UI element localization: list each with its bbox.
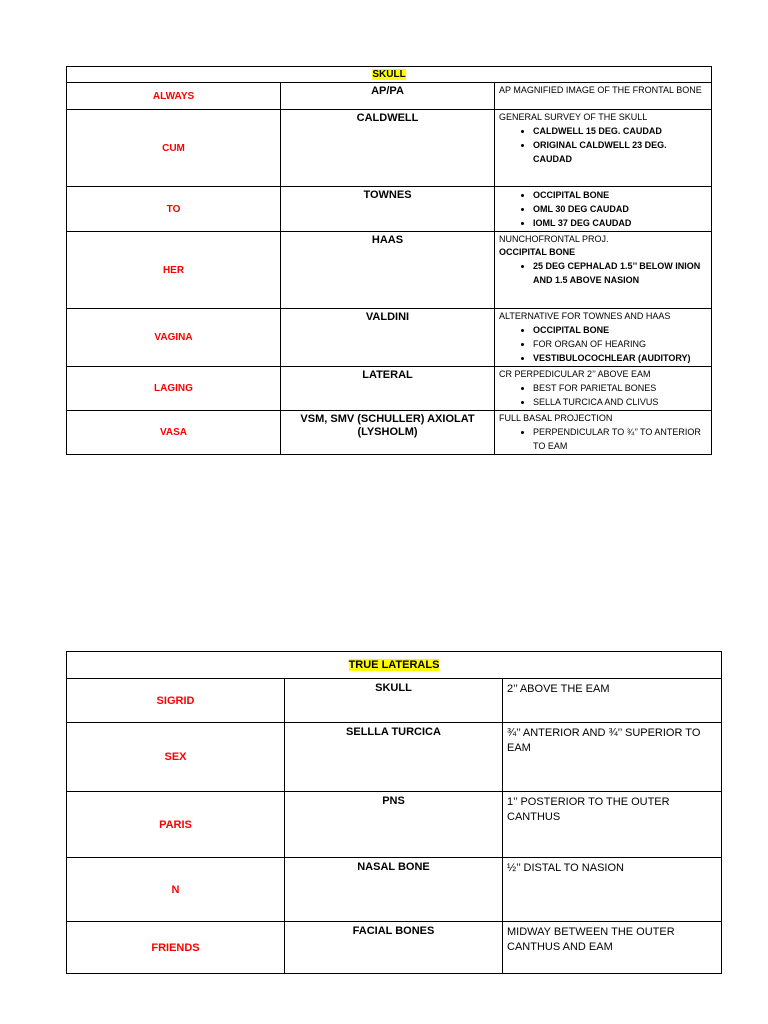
table-row	[67, 792, 722, 858]
notes-cell: MIDWAY BETWEEN THE OUTER CANTHUS AND EAM	[503, 922, 722, 974]
list-item: • PERPENDICULAR TO ¾’’ TO ANTERIOR TO EAM	[533, 425, 707, 453]
view-cell: TOWNES	[281, 187, 495, 232]
list-item: • IOML 37 DEG CAUDAD	[533, 216, 707, 230]
notes-cell	[495, 110, 712, 187]
view-cell: FACIAL BONES	[285, 922, 503, 974]
table-row	[67, 232, 712, 309]
view-cell: AP/PA	[281, 83, 495, 110]
table-row	[67, 367, 712, 411]
list-item: • CALDWELL 15 DEG. CAUDAD	[533, 124, 707, 138]
view-cell: CALDWELL	[281, 110, 495, 187]
notes-cell	[495, 367, 712, 411]
list-item: • OCCIPITAL BONE	[533, 323, 707, 337]
view-cell: HAAS	[281, 232, 495, 309]
table-row	[67, 110, 712, 187]
mnemonic-cell: HER	[67, 232, 281, 309]
notes-cell	[495, 187, 712, 232]
notes-text: FULL BASAL PROJECTION	[499, 413, 613, 423]
mnemonic-cell: FRIENDS	[67, 922, 285, 974]
notes-text: GENERAL SURVEY OF THE SKULL	[499, 112, 648, 122]
mnemonic-cell: SIGRID	[67, 679, 285, 723]
view-cell: LATERAL	[281, 367, 495, 411]
list-item: • BEST FOR PARIETAL BONES	[533, 381, 707, 395]
list-item: • OCCIPITAL BONE	[533, 188, 707, 202]
table-row	[67, 922, 722, 974]
notes-cell: 1’’ POSTERIOR TO THE OUTER CANTHUS	[503, 792, 722, 858]
notes-text: ALTERNATIVE FOR TOWNES AND HAAS	[499, 311, 671, 321]
table-row	[67, 858, 722, 922]
mnemonic-cell: SEX	[67, 723, 285, 792]
list-item: • OML 30 DEG CAUDAD	[533, 202, 707, 216]
list-item: • VESTIBULOCOCHLEAR (AUDITORY)	[533, 351, 707, 365]
table-row	[67, 187, 712, 232]
mnemonic-cell: VAGINA	[67, 309, 281, 367]
table-row	[67, 309, 712, 367]
table-row	[67, 83, 712, 110]
mnemonic-cell: ALWAYS	[67, 83, 281, 110]
mnemonic-cell: LAGING	[67, 367, 281, 411]
mnemonic-cell: VASA	[67, 411, 281, 455]
bullet-list	[499, 323, 707, 365]
notes-cell	[495, 411, 712, 455]
table-row	[67, 679, 722, 723]
notes-cell	[495, 309, 712, 367]
true-laterals-title: TRUE LATERALS	[348, 659, 440, 671]
notes-cell: 2’’ ABOVE THE EAM	[503, 679, 722, 723]
skull-table-title: SKULL	[372, 69, 406, 80]
notes-bold-text: OCCIPITAL BONE	[499, 247, 576, 257]
notes-text: NUNCHOFRONTAL PROJ.	[499, 234, 609, 244]
bullet-list	[499, 188, 707, 230]
true-laterals-table	[66, 651, 722, 974]
mnemonic-cell: N	[67, 858, 285, 922]
table-row	[67, 723, 722, 792]
list-item: • FOR ORGAN OF HEARING	[533, 337, 707, 351]
notes-cell	[495, 232, 712, 309]
bullet-list	[499, 425, 707, 453]
bullet-list	[499, 259, 707, 287]
notes-cell: ½’’ DISTAL TO NASION	[503, 858, 722, 922]
true-laterals-title-cell	[67, 652, 722, 679]
mnemonic-cell: PARIS	[67, 792, 285, 858]
notes-cell	[495, 83, 712, 110]
view-cell: SELLLA TURCICA	[285, 723, 503, 792]
view-cell: VSM, SMV (SCHULLER) AXIOLAT (LYSHOLM)	[281, 411, 495, 455]
bullet-list	[499, 381, 707, 409]
view-cell: VALDINI	[281, 309, 495, 367]
list-item: • 25 DEG CEPHALAD 1.5’’ BELOW INION AND 1.5 ABOVE NASION	[533, 259, 707, 287]
view-cell: SKULL	[285, 679, 503, 723]
view-cell: PNS	[285, 792, 503, 858]
view-cell: NASAL BONE	[285, 858, 503, 922]
skull-table-title-cell	[67, 67, 712, 83]
table-row	[67, 411, 712, 455]
notes-cell: ¾’’ ANTERIOR AND ¾’’ SUPERIOR TO EAM	[503, 723, 722, 792]
list-item: • ORIGINAL CALDWELL 23 DEG. CAUDAD	[533, 138, 707, 166]
list-item: • SELLA TURCICA AND CLIVUS	[533, 395, 707, 409]
notes-text: CR PERPEDICULAR 2’’ ABOVE EAM	[499, 369, 651, 379]
bullet-list	[499, 124, 707, 166]
mnemonic-cell: CUM	[67, 110, 281, 187]
mnemonic-cell: TO	[67, 187, 281, 232]
skull-table	[66, 66, 712, 455]
notes-text: AP MAGNIFIED IMAGE OF THE FRONTAL BONE	[499, 85, 702, 95]
